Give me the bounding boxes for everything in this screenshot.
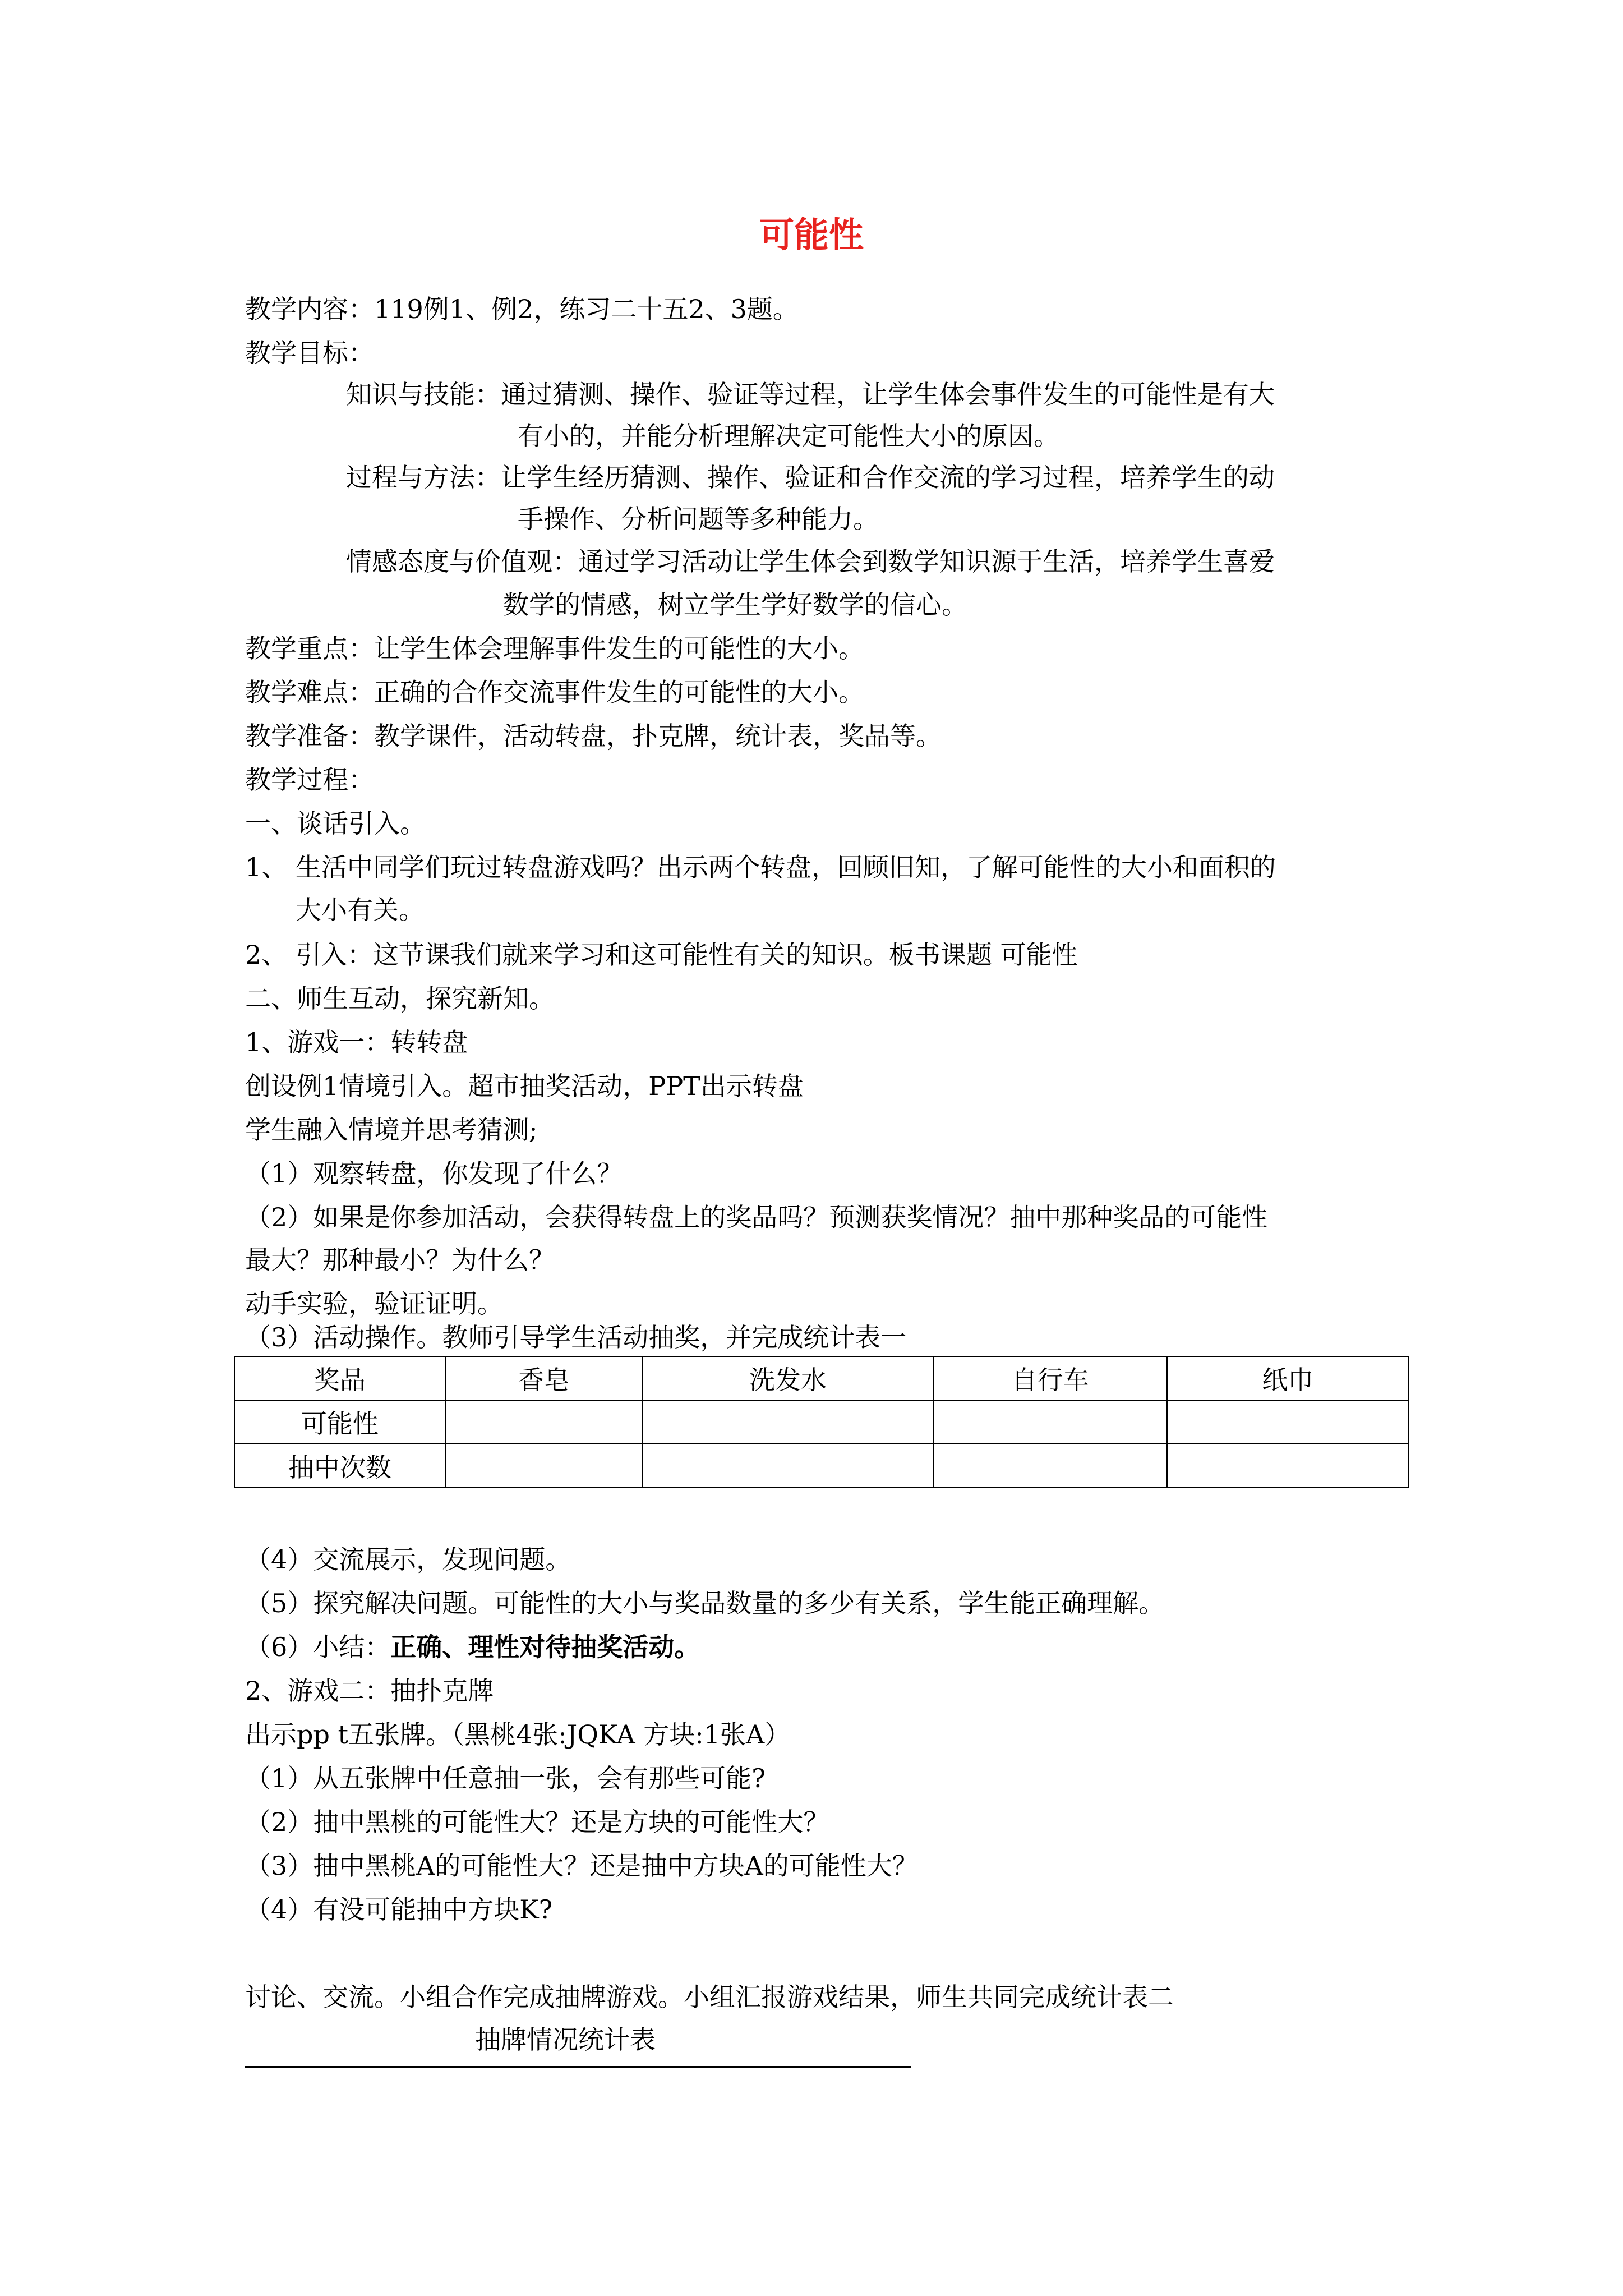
table-cell: [933, 1400, 1168, 1444]
table-cell: [643, 1400, 933, 1444]
game-1-guess: 学生融入情境并思考猜测;: [245, 1115, 538, 1145]
table-header-row: [234, 1356, 1408, 1400]
experiment-line: 动手实验，验证证明。: [245, 1289, 503, 1319]
goal-attitude-line2: 数学的情感，树立学生学好数学的信心。: [503, 590, 967, 620]
table-row-label: 可能性: [234, 1400, 445, 1444]
section-1-item-1-line2: 大小有关。: [296, 895, 425, 925]
game-1-setup: 创设例1情境引入。超市抽奖活动，PPT出示转盘: [245, 1071, 804, 1101]
teaching-key-point: 教学重点：让学生体会理解事件发生的可能性的大小。: [245, 633, 864, 664]
teaching-content: 教学内容：119例1、例2，练习二十五2、3题。: [245, 294, 799, 324]
game-2-question-3: （3）抽中黑桃A的可能性大？还是抽中方块A的可能性大？: [245, 1851, 918, 1881]
teaching-difficulty: 教学难点：正确的合作交流事件发生的可能性的大小。: [245, 677, 864, 707]
game-2-question-2: （2）抽中黑桃的可能性大？还是方块的可能性大？: [245, 1807, 829, 1837]
game-1-question-1: （1）观察转盘，你发现了什么？: [245, 1158, 623, 1189]
table-cell: [445, 1444, 643, 1488]
goal-process-line1: 过程与方法：让学生经历猜测、操作、验证和合作交流的学习过程，培养学生的动: [346, 462, 1275, 493]
game-1-heading: 1、游戏一：转转盘: [245, 1027, 468, 1057]
table-cell: [1167, 1400, 1408, 1444]
teaching-goals-label: 教学目标：: [245, 338, 374, 368]
game-1-question-4: （4）交流展示，发现问题。: [245, 1544, 571, 1575]
section-1-item-1-line1: 1、 生活中同学们玩过转盘游戏吗？出示两个转盘，回顾旧知，了解可能性的大小和面积的: [245, 852, 1276, 882]
discussion-line: 讨论、交流。小组合作完成抽牌游戏。小组汇报游戏结果，师生共同完成统计表二: [245, 1982, 1174, 2012]
table-header-cell: 奖品: [234, 1356, 445, 1400]
summary-bold-text: 正确、理性对待抽奖活动。: [390, 1632, 700, 1662]
game-2-heading: 2、游戏二：抽扑克牌: [245, 1676, 494, 1706]
goal-process-line2: 手操作、分析问题等多种能力。: [518, 504, 879, 534]
table-cell: [1167, 1444, 1408, 1488]
table-header-cell: 香皂: [445, 1356, 643, 1400]
table-row: [234, 1444, 1408, 1488]
table-2-top-border: [245, 2066, 911, 2068]
game-2-setup: 出示pp t五张牌。（黑桃4张:JQKA 方块:1张A）: [245, 1719, 791, 1750]
section-2-heading: 二、师生互动，探究新知。: [245, 983, 555, 1014]
game-1-summary: [245, 1625, 700, 1669]
game-1-question-5: （5）探究解决问题。可能性的大小与奖品数量的多少有关系，学生能正确理解。: [245, 1588, 1165, 1618]
table-row-label: 抽中次数: [234, 1444, 445, 1488]
table-cell: [933, 1444, 1168, 1488]
teaching-process-label: 教学过程：: [245, 765, 374, 795]
table-row: [234, 1400, 1408, 1444]
game-1-question-3: （3）活动操作。教师引导学生活动抽奖，并完成统计表一: [245, 1322, 907, 1352]
game-2-question-4: （4）有没可能抽中方块K?: [245, 1894, 553, 1925]
table-header-cell: 自行车: [933, 1356, 1168, 1400]
goal-attitude-line1: 情感态度与价值观：通过学习活动让学生体会到数学知识源于生活，培养学生喜爱: [346, 546, 1275, 577]
game-2-question-1: （1）从五张牌中任意抽一张，会有那些可能?: [245, 1763, 766, 1793]
section-1-heading: 一、谈话引入。: [245, 808, 426, 839]
table-header-cell: 洗发水: [643, 1356, 933, 1400]
game-1-question-2-line2: 最大？那种最小？为什么？: [245, 1245, 555, 1275]
statistics-table-1: [234, 1356, 1409, 1488]
teaching-preparation: 教学准备：教学课件，活动转盘，扑克牌，统计表，奖品等。: [245, 721, 942, 751]
table-2-caption: 抽牌情况统计表: [475, 2024, 656, 2055]
game-1-question-2-line1: （2）如果是你参加活动，会获得转盘上的奖品吗？预测获奖情况？抽中那种奖品的可能性: [245, 1202, 1268, 1232]
table-header-cell: 纸巾: [1167, 1356, 1408, 1400]
table-cell: [445, 1400, 643, 1444]
table-cell: [643, 1444, 933, 1488]
goal-knowledge-line2: 有小的，并能分析理解决定可能性大小的原因。: [518, 421, 1059, 451]
summary-prefix: （6）小结：: [245, 1632, 391, 1662]
section-1-item-2: 2、 引入：这节课我们就来学习和这可能性有关的知识。板书课题 可能性: [245, 940, 1078, 970]
page-title: 可能性: [759, 214, 864, 255]
goal-knowledge-line1: 知识与技能：通过猜测、操作、验证等过程，让学生体会事件发生的可能性是有大: [346, 379, 1275, 409]
